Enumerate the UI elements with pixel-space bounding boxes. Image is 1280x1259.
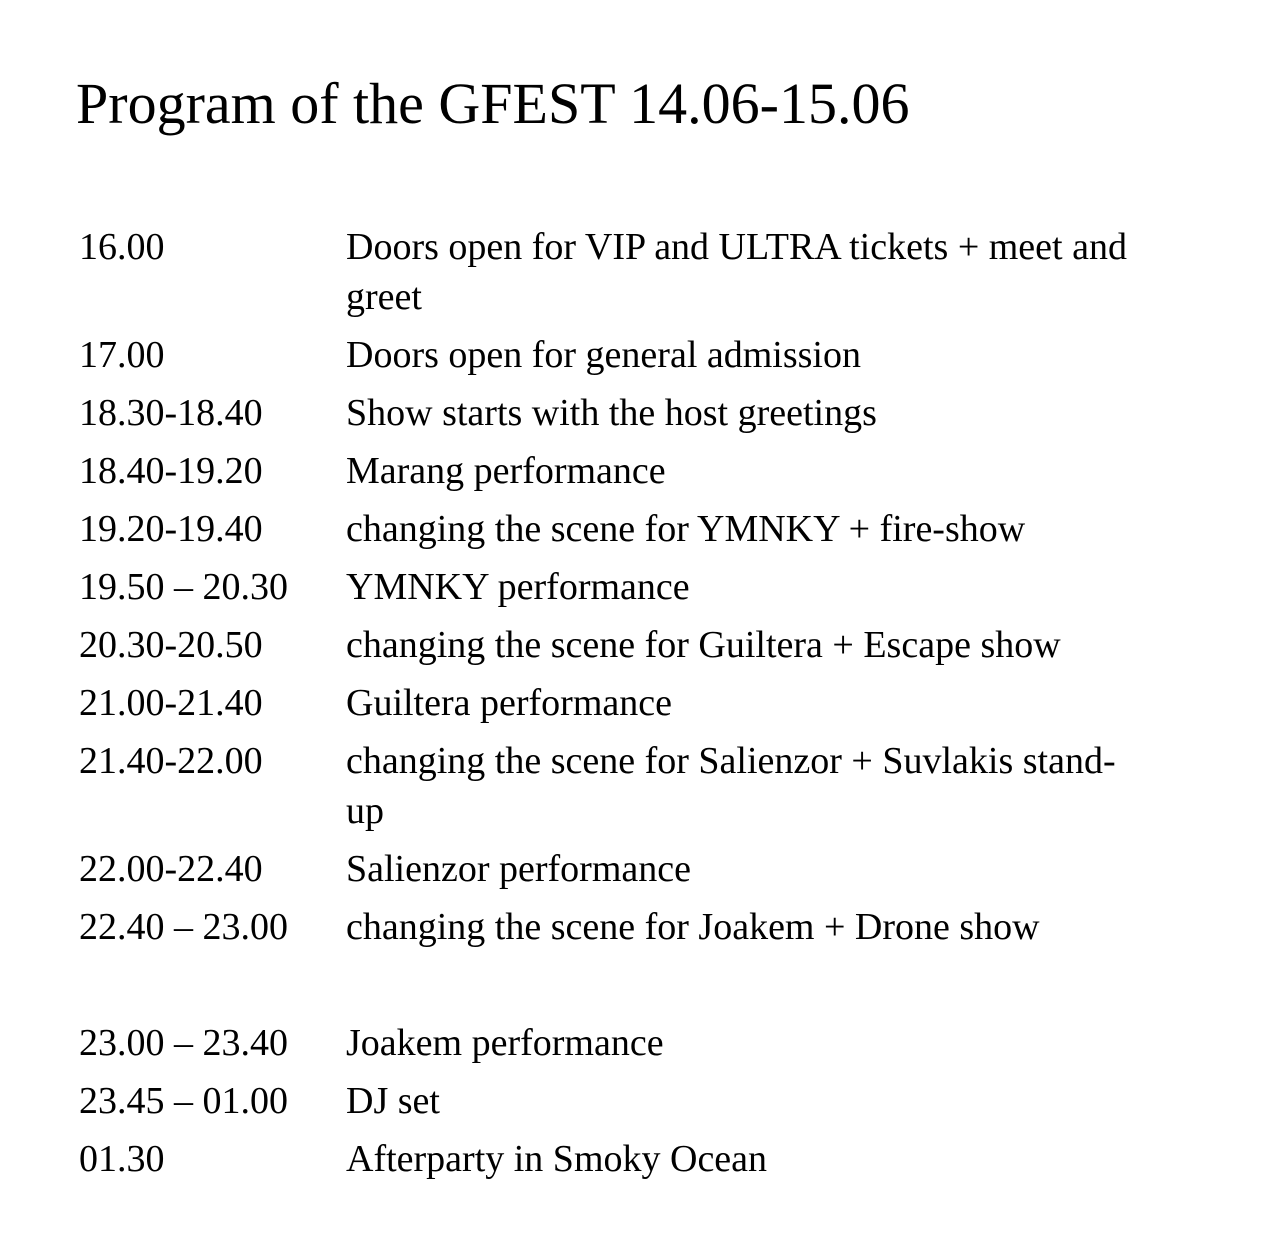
schedule-event: Doors open for VIP and ULTRA tickets + meet and greet bbox=[346, 226, 1127, 318]
schedule-event: Doors open for general admission bbox=[346, 334, 861, 376]
schedule-event: Salienzor performance bbox=[346, 848, 691, 890]
schedule-row bbox=[79, 1076, 1259, 1126]
schedule-time: 22.40 – 23.00 bbox=[79, 906, 288, 948]
schedule-row bbox=[79, 562, 1259, 612]
schedule-time: 23.00 – 23.40 bbox=[79, 1022, 288, 1064]
schedule-row bbox=[79, 1134, 1259, 1184]
schedule-time: 16.00 bbox=[79, 226, 165, 268]
schedule-time: 19.50 – 20.30 bbox=[79, 566, 288, 608]
schedule-row bbox=[79, 388, 1259, 438]
schedule-time: 01.30 bbox=[79, 1138, 165, 1180]
schedule-event: changing the scene for YMNKY + fire-show bbox=[346, 508, 1026, 550]
schedule-row bbox=[79, 902, 1259, 952]
schedule-row bbox=[79, 678, 1259, 728]
schedule-row bbox=[79, 844, 1259, 894]
schedule-time: 23.45 – 01.00 bbox=[79, 1080, 288, 1122]
schedule-event: changing the scene for Salienzor + Suvlakis stand-up bbox=[346, 740, 1116, 832]
schedule-time: 22.00-22.40 bbox=[79, 848, 263, 890]
schedule-event: DJ set bbox=[346, 1080, 440, 1122]
schedule-row bbox=[79, 620, 1259, 670]
schedule-event: Show starts with the host greetings bbox=[346, 392, 877, 434]
schedule-event: Afterparty in Smoky Ocean bbox=[346, 1138, 768, 1180]
schedule-list bbox=[79, 222, 1259, 1192]
schedule-time: 17.00 bbox=[79, 334, 165, 376]
schedule-event: Guiltera performance bbox=[346, 682, 672, 724]
schedule-row bbox=[79, 736, 1259, 836]
schedule-row bbox=[79, 1018, 1259, 1068]
schedule-row bbox=[79, 330, 1259, 380]
schedule-event: changing the scene for Guiltera + Escape show bbox=[346, 624, 1061, 666]
schedule-event: YMNKY performance bbox=[346, 566, 690, 608]
schedule-time: 18.30-18.40 bbox=[79, 392, 263, 434]
schedule-time: 21.40-22.00 bbox=[79, 740, 263, 782]
schedule-row bbox=[79, 222, 1259, 322]
schedule-event: Joakem performance bbox=[346, 1022, 664, 1064]
schedule-event: changing the scene for Joakem + Drone show bbox=[346, 906, 1040, 948]
schedule-time: 18.40-19.20 bbox=[79, 450, 263, 492]
page-title: Program of the GFEST 14.06-15.06 bbox=[76, 71, 910, 136]
schedule-event: Marang performance bbox=[346, 450, 666, 492]
schedule-row bbox=[79, 446, 1259, 496]
schedule-time: 21.00-21.40 bbox=[79, 682, 263, 724]
schedule-time: 20.30-20.50 bbox=[79, 624, 263, 666]
schedule-row bbox=[79, 504, 1259, 554]
schedule-time: 19.20-19.40 bbox=[79, 508, 263, 550]
